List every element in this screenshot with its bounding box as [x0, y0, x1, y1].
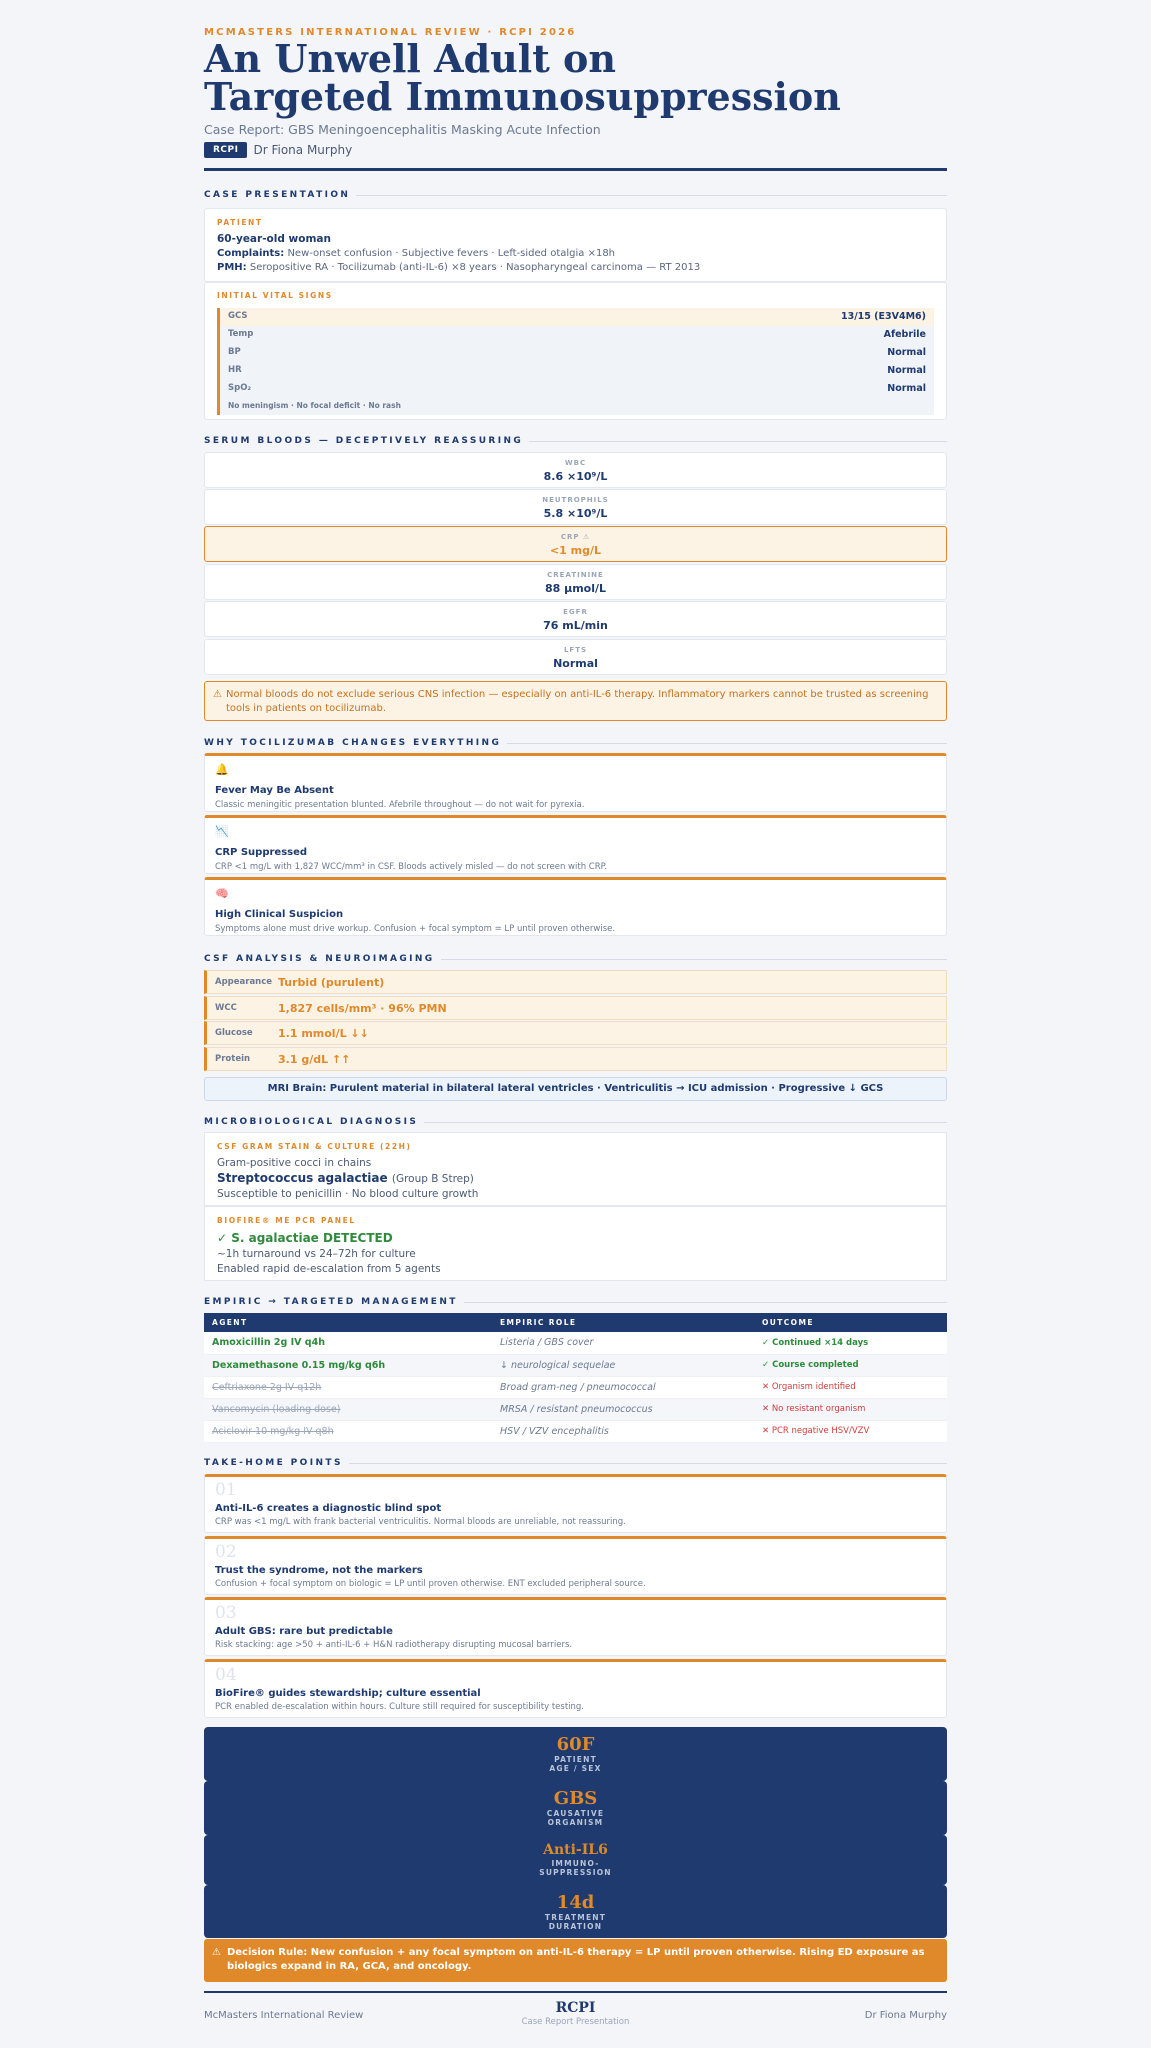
pcr-line: Enabled rapid de-escalation from 5 agents [217, 1263, 441, 1275]
page-title [204, 36, 841, 119]
section-csf-heading: CSF ANALYSIS & NEUROIMAGING [204, 954, 947, 964]
pcr-label: BIOFIRE® ME PCR PANEL [217, 1216, 356, 1225]
section-mgmt-heading: EMPIRIC → TARGETED MANAGEMENT [204, 1297, 947, 1307]
col-agent: AGENT [204, 1313, 492, 1332]
decision-text: Decision Rule: New confusion + any focal symptom on anti-IL-6 therapy = LP until proven otherwise. Rising ED exposure as biologics expand in RA, GCA, and oncology. [226, 1947, 925, 1972]
stat-organism: GBS CAUSATIVE ORGANISM [204, 1781, 947, 1835]
takeaway-card: 03 Adult GBS: rare but predictable Risk stacking: age >50 + anti-IL-6 + H&N radiotherapy disrupting mucosal barriers. [204, 1597, 947, 1656]
bell-icon: 🔔 [215, 763, 229, 776]
lab-lfts: LFTS Normal [204, 639, 947, 675]
vital-row-gcs: GCS 13/15 (E3V4M6) [220, 308, 934, 326]
section-micro-heading: MICROBIOLOGICAL DIAGNOSIS [204, 1117, 947, 1127]
takeaway-card: 02 Trust the syndrome, not the markers Confusion + focal symptom on biologic = LP until proven otherwise. ENT excluded peripheral source. [204, 1536, 947, 1595]
section-take-heading: TAKE-HOME POINTS [204, 1458, 947, 1468]
header-divider [204, 168, 947, 171]
why-title: CRP Suppressed [215, 847, 308, 858]
csf-row-protein: Protein 3.1 g/dL ↑↑ [204, 1047, 947, 1071]
why-desc: CRP <1 mg/L with 1,827 WCC/mm³ in CSF. Bloods actively misled — do not screen with CRP. [215, 862, 608, 872]
table-row: Aciclovir 10 mg/kg IV q8h HSV / VZV encephalitis ✕ PCR negative HSV/VZV [204, 1420, 947, 1442]
section-serum-heading: SERUM BLOODS — DECEPTIVELY REASSURING [204, 436, 947, 446]
warning-text: Normal bloods do not exclude serious CNS infection — especially on anti-IL-6 therapy. Inflammatory markers cannot be trusted as screening tools in patients on tocilizumab. [225, 689, 929, 714]
lab-creatinine: CREATININE 88 µmol/L [204, 564, 947, 600]
lab-wbc: WBC 8.6 ×10⁹/L [204, 452, 947, 488]
table-row: Dexamethasone 0.15 mg/kg q6h ↓ neurological sequelae ✓ Course completed [204, 1354, 947, 1376]
why-desc: Symptoms alone must drive workup. Confusion + focal symptom = LP until proven otherwise. [215, 924, 616, 934]
why-card-crp [204, 815, 947, 874]
csf-row-glucose: Glucose 1.1 mmol/L ↓↓ [204, 1021, 947, 1045]
takeaway-card: 04 BioFire® guides stewardship; culture essential PCR enabled de-escalation within hours. Culture still required for susceptibility testing. [204, 1659, 947, 1718]
rcpi-badge: RCPI [204, 142, 247, 158]
patient-name: 60-year-old woman [217, 233, 331, 245]
patient-pmh: PMH: Seropositive RA · Tocilizumab (anti-IL-6) ×8 years · Nasopharyngeal carcinoma — RT 2013 [217, 262, 701, 273]
lab-neutrophils: NEUTROPHILS 5.8 ×10⁹/L [204, 489, 947, 525]
title-line-1: An Unwell Adult on [204, 36, 616, 81]
why-card-suspicion [204, 877, 947, 936]
patient-complaints: Complaints: New-onset confusion · Subjective fevers · Left-sided otalgia ×18h [217, 248, 616, 259]
decision-rule [204, 1939, 947, 1982]
table-row: Amoxicillin 2g IV q4h Listeria / GBS cover ✓ Continued ×14 days [204, 1332, 947, 1354]
csf-row-appearance: Appearance Turbid (purulent) [204, 970, 947, 994]
takeaway-card: 01 Anti-IL-6 creates a diagnostic blind spot CRP was <1 mg/L with frank bacterial ventriculitis. Normal bloods are unreliable, not reassuring. [204, 1474, 947, 1533]
patient-label: PATIENT [217, 218, 263, 227]
footer-logo-text: RCPI [555, 2000, 596, 2016]
footer-subtext: Case Report Presentation [521, 2017, 630, 2027]
title-line-2: Targeted Immunosuppression [204, 74, 841, 119]
footer-left: McMasters International Review [204, 2010, 364, 2021]
organism-name: Streptococcus agalactiae (Group B Strep) [217, 1171, 474, 1185]
author-name: Dr Fiona Murphy [253, 143, 353, 157]
gram-label: CSF GRAM STAIN & CULTURE (22H) [217, 1142, 412, 1151]
footer-center [204, 2000, 947, 2027]
vitals-card [204, 282, 947, 420]
lab-egfr: EGFR 76 mL/min [204, 601, 947, 637]
patient-card [204, 208, 947, 282]
stat-suppression: Anti-IL6 IMMUNO- SUPPRESSION [204, 1835, 947, 1885]
col-outcome: OUTCOME [754, 1313, 947, 1332]
gram-stain-card [204, 1132, 947, 1206]
section-case-heading: CASE PRESENTATION [204, 190, 947, 200]
eyebrow: MCMASTERS INTERNATIONAL REVIEW · RCPI 2026 [204, 27, 577, 38]
table-row: Ceftriaxone 2g IV q12h Broad gram-neg / pneumococcal ✕ Organism identified [204, 1376, 947, 1398]
vital-row-bp: BP Normal [228, 347, 926, 358]
vital-row-spo2: SpO₂ Normal [228, 383, 926, 394]
stat-patient: 60F PATIENT AGE / SEX [204, 1727, 947, 1781]
vital-row-temp: Temp Afebrile [228, 329, 926, 340]
why-desc: Classic meningitic presentation blunted. Afebrile throughout — do not wait for pyrexia. [215, 800, 585, 810]
vitals-box [217, 308, 934, 415]
pcr-result: ✓ S. agalactiae DETECTED [217, 1231, 393, 1245]
mri-finding: MRI Brain: Purulent material in bilateral lateral ventricles · Ventriculitis → ICU admission · Progressive ↓ GCS [204, 1077, 947, 1101]
gram-line: Gram-positive cocci in chains [217, 1157, 372, 1169]
warning-icon: ⚠ [212, 1947, 221, 1958]
stat-duration: 14d TREATMENT DURATION [204, 1885, 947, 1938]
csf-row-wcc: WCC 1,827 cells/mm³ · 96% PMN [204, 996, 947, 1020]
pcr-line: ~1h turnaround vs 24–72h for culture [217, 1248, 416, 1260]
vital-row-hr: HR Normal [228, 365, 926, 376]
section-why-heading: WHY TOCILIZUMAB CHANGES EVERYTHING [204, 738, 947, 748]
brain-icon: 🧠 [215, 887, 229, 900]
vitals-note: No meningism · No focal deficit · No rash [228, 401, 401, 410]
footer-right: Dr Fiona Murphy [864, 2010, 947, 2021]
why-title: Fever May Be Absent [215, 785, 334, 796]
why-card-fever [204, 753, 947, 812]
footer-divider [204, 1991, 947, 1993]
pcr-card [204, 1206, 947, 1281]
why-title: High Clinical Suspicion [215, 909, 344, 920]
chart-down-icon: 📉 [215, 825, 229, 838]
table-row: Vancomycin (loading dose) MRSA / resistant pneumococcus ✕ No resistant organism [204, 1398, 947, 1420]
gram-line: Susceptible to penicillin · No blood culture growth [217, 1188, 479, 1200]
col-role: EMPIRIC ROLE [492, 1313, 754, 1332]
management-table [204, 1313, 947, 1443]
author-row [204, 142, 352, 158]
lab-crp: CRP ⚠ <1 mg/L [204, 526, 947, 562]
subtitle: Case Report: GBS Meningoencephalitis Masking Acute Infection [204, 122, 601, 137]
serum-warning [204, 681, 947, 721]
warning-icon: ⚠ [213, 689, 222, 700]
vitals-label: INITIAL VITAL SIGNS [217, 291, 333, 300]
